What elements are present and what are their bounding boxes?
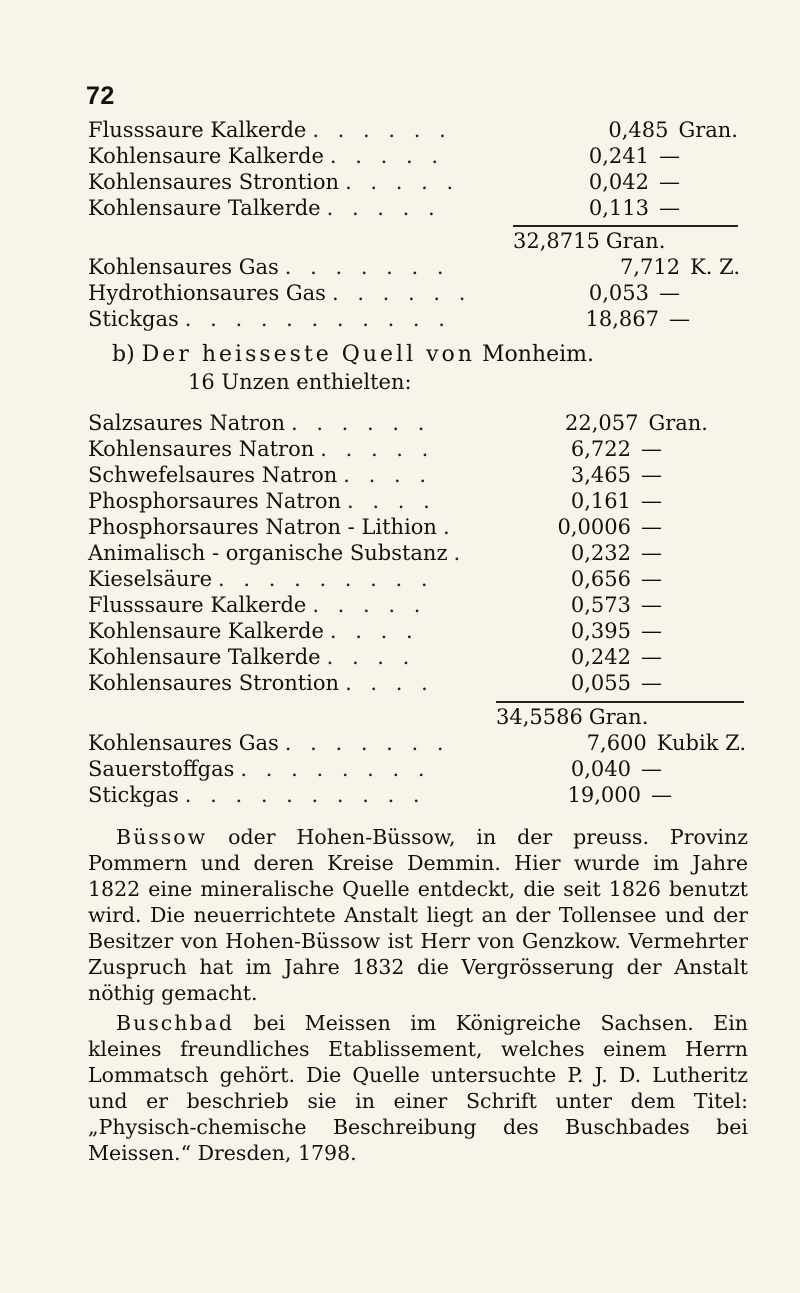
row-label: Animalisch - organische Substanz (88, 541, 448, 565)
row-label: Kohlensaures Natron (88, 437, 315, 461)
leader-dots: . . . . . . (312, 118, 452, 142)
row-value: 0,113 (588, 196, 649, 220)
table-row (88, 143, 680, 169)
row-label: Hydrothionsaures Gas (88, 281, 326, 305)
paragraph-lead: Büssow (116, 825, 208, 849)
row-label: Phosphorsaures Natron - Lithion (88, 515, 437, 539)
leader-dots: . . . . . (312, 593, 427, 617)
row-value: 0,055 (570, 671, 631, 695)
page-number: 72 (86, 82, 115, 110)
table-row (88, 436, 662, 462)
leader-dots: . . . . (347, 489, 436, 513)
table-row (88, 410, 708, 436)
row-unit: — (659, 144, 680, 168)
row-unit: — (641, 619, 662, 643)
leader-dots: . . . . . . . . . (218, 567, 434, 591)
section-title: Der heisseste Quell von (141, 342, 475, 367)
row-unit: — (641, 437, 662, 461)
row-value: 3,465 (570, 463, 631, 487)
table-row (88, 540, 662, 566)
paragraph-text: oder Hohen-Büssow, in der preuss. Provinz Pommern und deren Kreise Demmin. Hier wurde im Jahre 1822 eine mineralische Quelle entdeckt, die seit 1826 benutzt wird. Die neuerrichtete Anstalt liegt an der Tollensee und der Besitzer von Hohen-Büssow ist Herr von Genzkow. Vermehrter Zuspruch hat im Jahre 1832 die Vergrösserung der Anstalt nöthig gemacht. (88, 825, 748, 1005)
row-value: 0,656 (570, 567, 631, 591)
row-unit: K. Z. (690, 255, 740, 279)
row-unit: — (641, 645, 662, 669)
gases-a (88, 254, 748, 332)
total-b (496, 704, 756, 730)
total-row (496, 704, 756, 730)
table-row (88, 195, 680, 221)
row-label: Phosphorsaures Natron (88, 489, 342, 513)
leader-dots: . . . . . (329, 144, 444, 168)
row-value: 0,040 (570, 757, 631, 781)
row-label: Flusssaure Kalkerde (88, 118, 307, 142)
row-unit: Gran. (648, 411, 708, 435)
row-value: 6,722 (570, 437, 631, 461)
table-row (88, 618, 662, 644)
row-unit: — (641, 463, 662, 487)
row-unit: — (669, 307, 690, 331)
row-value: 0,232 (570, 541, 631, 565)
row-value: 7,712 (619, 255, 681, 279)
row-unit: — (651, 783, 672, 807)
leader-dots: . . . . (345, 671, 434, 695)
row-value: 0,485 (608, 118, 669, 142)
leader-dots: . . . . . . . (284, 731, 450, 755)
table-row (88, 566, 662, 592)
row-label: Kohlensaures Strontion (88, 170, 340, 194)
row-label: Kohlensaures Strontion (88, 671, 340, 695)
leader-dots: . . . . . (326, 196, 441, 220)
total-unit: Gran. (605, 229, 666, 253)
table-b (88, 410, 748, 696)
row-label: Kohlensaure Talkerde (88, 196, 321, 220)
row-unit: — (641, 489, 662, 513)
table-row (88, 756, 662, 782)
row-label: Salzsaures Natron (88, 411, 285, 435)
table-row (88, 592, 662, 618)
row-label: Flusssaure Kalkerde (88, 593, 307, 617)
leader-dots: . . . . . . . (284, 255, 450, 279)
leader-dots: . . . . . (320, 437, 435, 461)
leader-dots: . . . . . . . . . . . (184, 307, 451, 331)
table-row (88, 488, 662, 514)
table-row (88, 280, 680, 306)
leader-dots: . . . . (329, 619, 419, 643)
table-row (88, 254, 740, 280)
row-value: 7,600 (586, 731, 647, 755)
leader-dots: . . . . . (345, 170, 460, 194)
section-prefix: b) (112, 342, 135, 367)
total-row (513, 228, 753, 254)
table-row (88, 730, 746, 756)
row-unit: — (659, 281, 680, 305)
row-unit: — (641, 541, 662, 565)
row-label: Sauerstoffgas (88, 757, 235, 781)
row-value: 0,042 (588, 170, 649, 194)
row-value: 0,395 (570, 619, 631, 643)
leader-dots: . . . . (343, 463, 433, 487)
row-unit: — (659, 196, 680, 220)
leader-dots: . . . . . . (331, 281, 472, 305)
table-row (88, 462, 662, 488)
total-a (513, 228, 753, 254)
paragraph-lead: Buschbad (116, 1011, 234, 1035)
table-row (88, 117, 738, 143)
row-value: 0,053 (588, 281, 649, 305)
row-unit: — (659, 170, 680, 194)
paragraph-buschbad (88, 1010, 748, 1166)
row-unit: — (641, 671, 662, 695)
table-row (88, 514, 662, 540)
table-row (88, 670, 662, 696)
gases-b (88, 730, 748, 808)
leader-dots: . . . . . . . . (240, 757, 431, 781)
leader-dots: . . . . . . . . . . (184, 783, 426, 807)
table-row (88, 169, 680, 195)
row-value: 0,573 (570, 593, 631, 617)
row-value: 0,0006 (557, 515, 631, 539)
row-unit: — (641, 593, 662, 617)
table-row (88, 306, 690, 332)
row-value: 22,057 (564, 411, 639, 435)
table-a (88, 117, 748, 221)
leader-dots: . . . . . . (290, 411, 431, 435)
row-value: 0,242 (570, 645, 631, 669)
row-label: Kohlensaure Kalkerde (88, 144, 324, 168)
row-value: 18,867 (585, 307, 659, 331)
leader-dots: . (442, 515, 456, 539)
row-label: Schwefelsaures Natron (88, 463, 338, 487)
row-label: Kohlensaure Kalkerde (88, 619, 324, 643)
row-value: 19,000 (567, 783, 641, 807)
row-unit: — (641, 515, 662, 539)
row-label: Kohlensaures Gas (88, 731, 279, 755)
row-label: Stickgas (88, 783, 179, 807)
paragraph-buessow (88, 824, 748, 1006)
row-unit: Gran. (678, 118, 738, 142)
row-label: Kieselsäure (88, 567, 213, 591)
sum-rule (513, 225, 738, 227)
row-label: Kohlensaure Talkerde (88, 645, 321, 669)
row-value: 0,241 (588, 144, 649, 168)
section-b-heading (112, 342, 594, 368)
paragraph-text: bei Meissen im Königreiche Sachsen. Ein kleines freundliches Etablissement, welches einem Herrn Lommatsch gehört. Die Quelle untersuchte P. J. D. Lutheritz und er beschrieb sie in einer Schrift unter dem Titel: „Physisch-chemische Beschreibung des Buschbades bei Meissen.“ Dresden, 1798. (88, 1011, 748, 1165)
row-unit: — (641, 757, 662, 781)
total-value: 34,5586 (496, 705, 583, 729)
total-value: 32,8715 (513, 229, 600, 253)
section-place: Monheim. (481, 342, 594, 367)
row-value: 0,161 (570, 489, 631, 513)
table-row (88, 644, 662, 670)
leader-dots: . (453, 541, 467, 565)
row-unit: Kubik Z. (656, 731, 746, 755)
sum-rule (496, 701, 744, 703)
section-b-subtitle: 16 Unzen enthielten: (188, 370, 412, 394)
leader-dots: . . . . (326, 645, 416, 669)
row-unit: — (641, 567, 662, 591)
total-unit: Gran. (588, 705, 649, 729)
table-row (88, 782, 672, 808)
row-label: Stickgas (88, 307, 179, 331)
row-label: Kohlensaures Gas (88, 255, 279, 279)
